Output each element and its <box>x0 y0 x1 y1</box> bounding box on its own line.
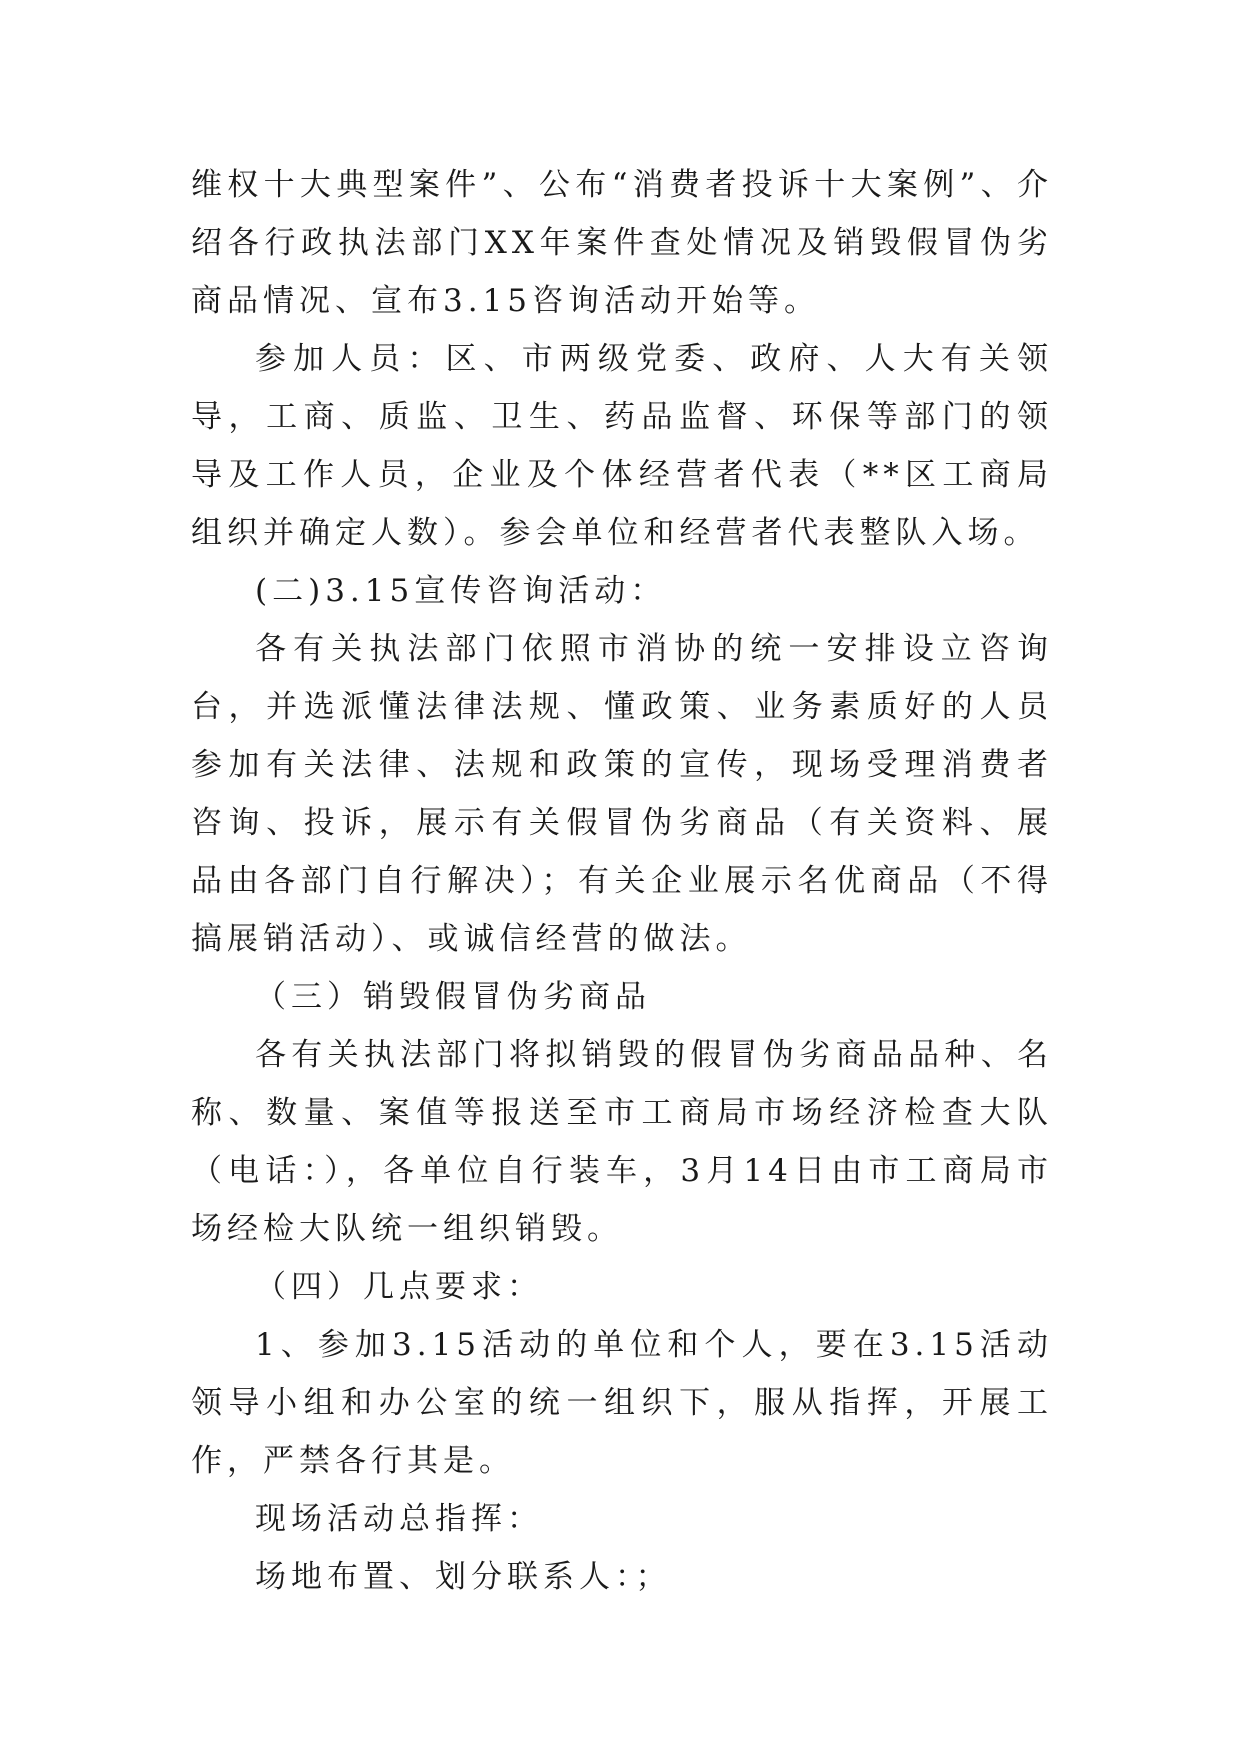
section-heading-destruction: （三）销毁假冒伪劣商品 <box>255 979 651 1015</box>
paragraph-commander: 现场活动总指挥： <box>255 1501 543 1537</box>
section-heading-consultation: (二)3.15宣传咨询活动： <box>255 573 667 609</box>
paragraph-requirement-1: 1、参加3.15活动的单位和个人，要在3.15活动领导小组和办公室的统一组织下，服从指挥，开展工作，严禁各行其是。 <box>191 1327 1053 1479</box>
paragraph-participants: 参加人员：区、市两级党委、政府、人大有关领导，工商、质监、卫生、药品监督、环保等部门的领导及工作人员，企业及个体经营者代表（**区工商局组织并确定人数）。参会单位和经营者代表整队入场。 <box>191 341 1053 551</box>
document-body <box>191 156 1053 1606</box>
section-heading-requirements: （四）几点要求： <box>255 1269 543 1305</box>
paragraph-consultation-desks: 各有关执法部门依照市消协的统一安排设立咨询台，并选派懂法律法规、懂政策、业务素质好的人员参加有关法律、法规和政策的宣传，现场受理消费者咨询、投诉，展示有关假冒伪劣商品（有关资料、展品由各部门自行解决）；有关企业展示名优商品（不得搞展销活动）、或诚信经营的做法。 <box>191 631 1053 957</box>
paragraph-event-intro-continued: 维权十大典型案件”、公布“消费者投诉十大案例”、介绍各行政执法部门XX年案件查处情况及销毁假冒伪劣商品情况、宣布3.15咨询活动开始等。 <box>191 167 1053 319</box>
paragraph-destruction-details: 各有关执法部门将拟销毁的假冒伪劣商品品种、名称、数量、案值等报送至市工商局市场经济检查大队（电话：），各单位自行装车，3月14日由市工商局市场经检大队统一组织销毁。 <box>191 1037 1053 1247</box>
paragraph-venue-contact: 场地布置、划分联系人：； <box>255 1559 672 1595</box>
